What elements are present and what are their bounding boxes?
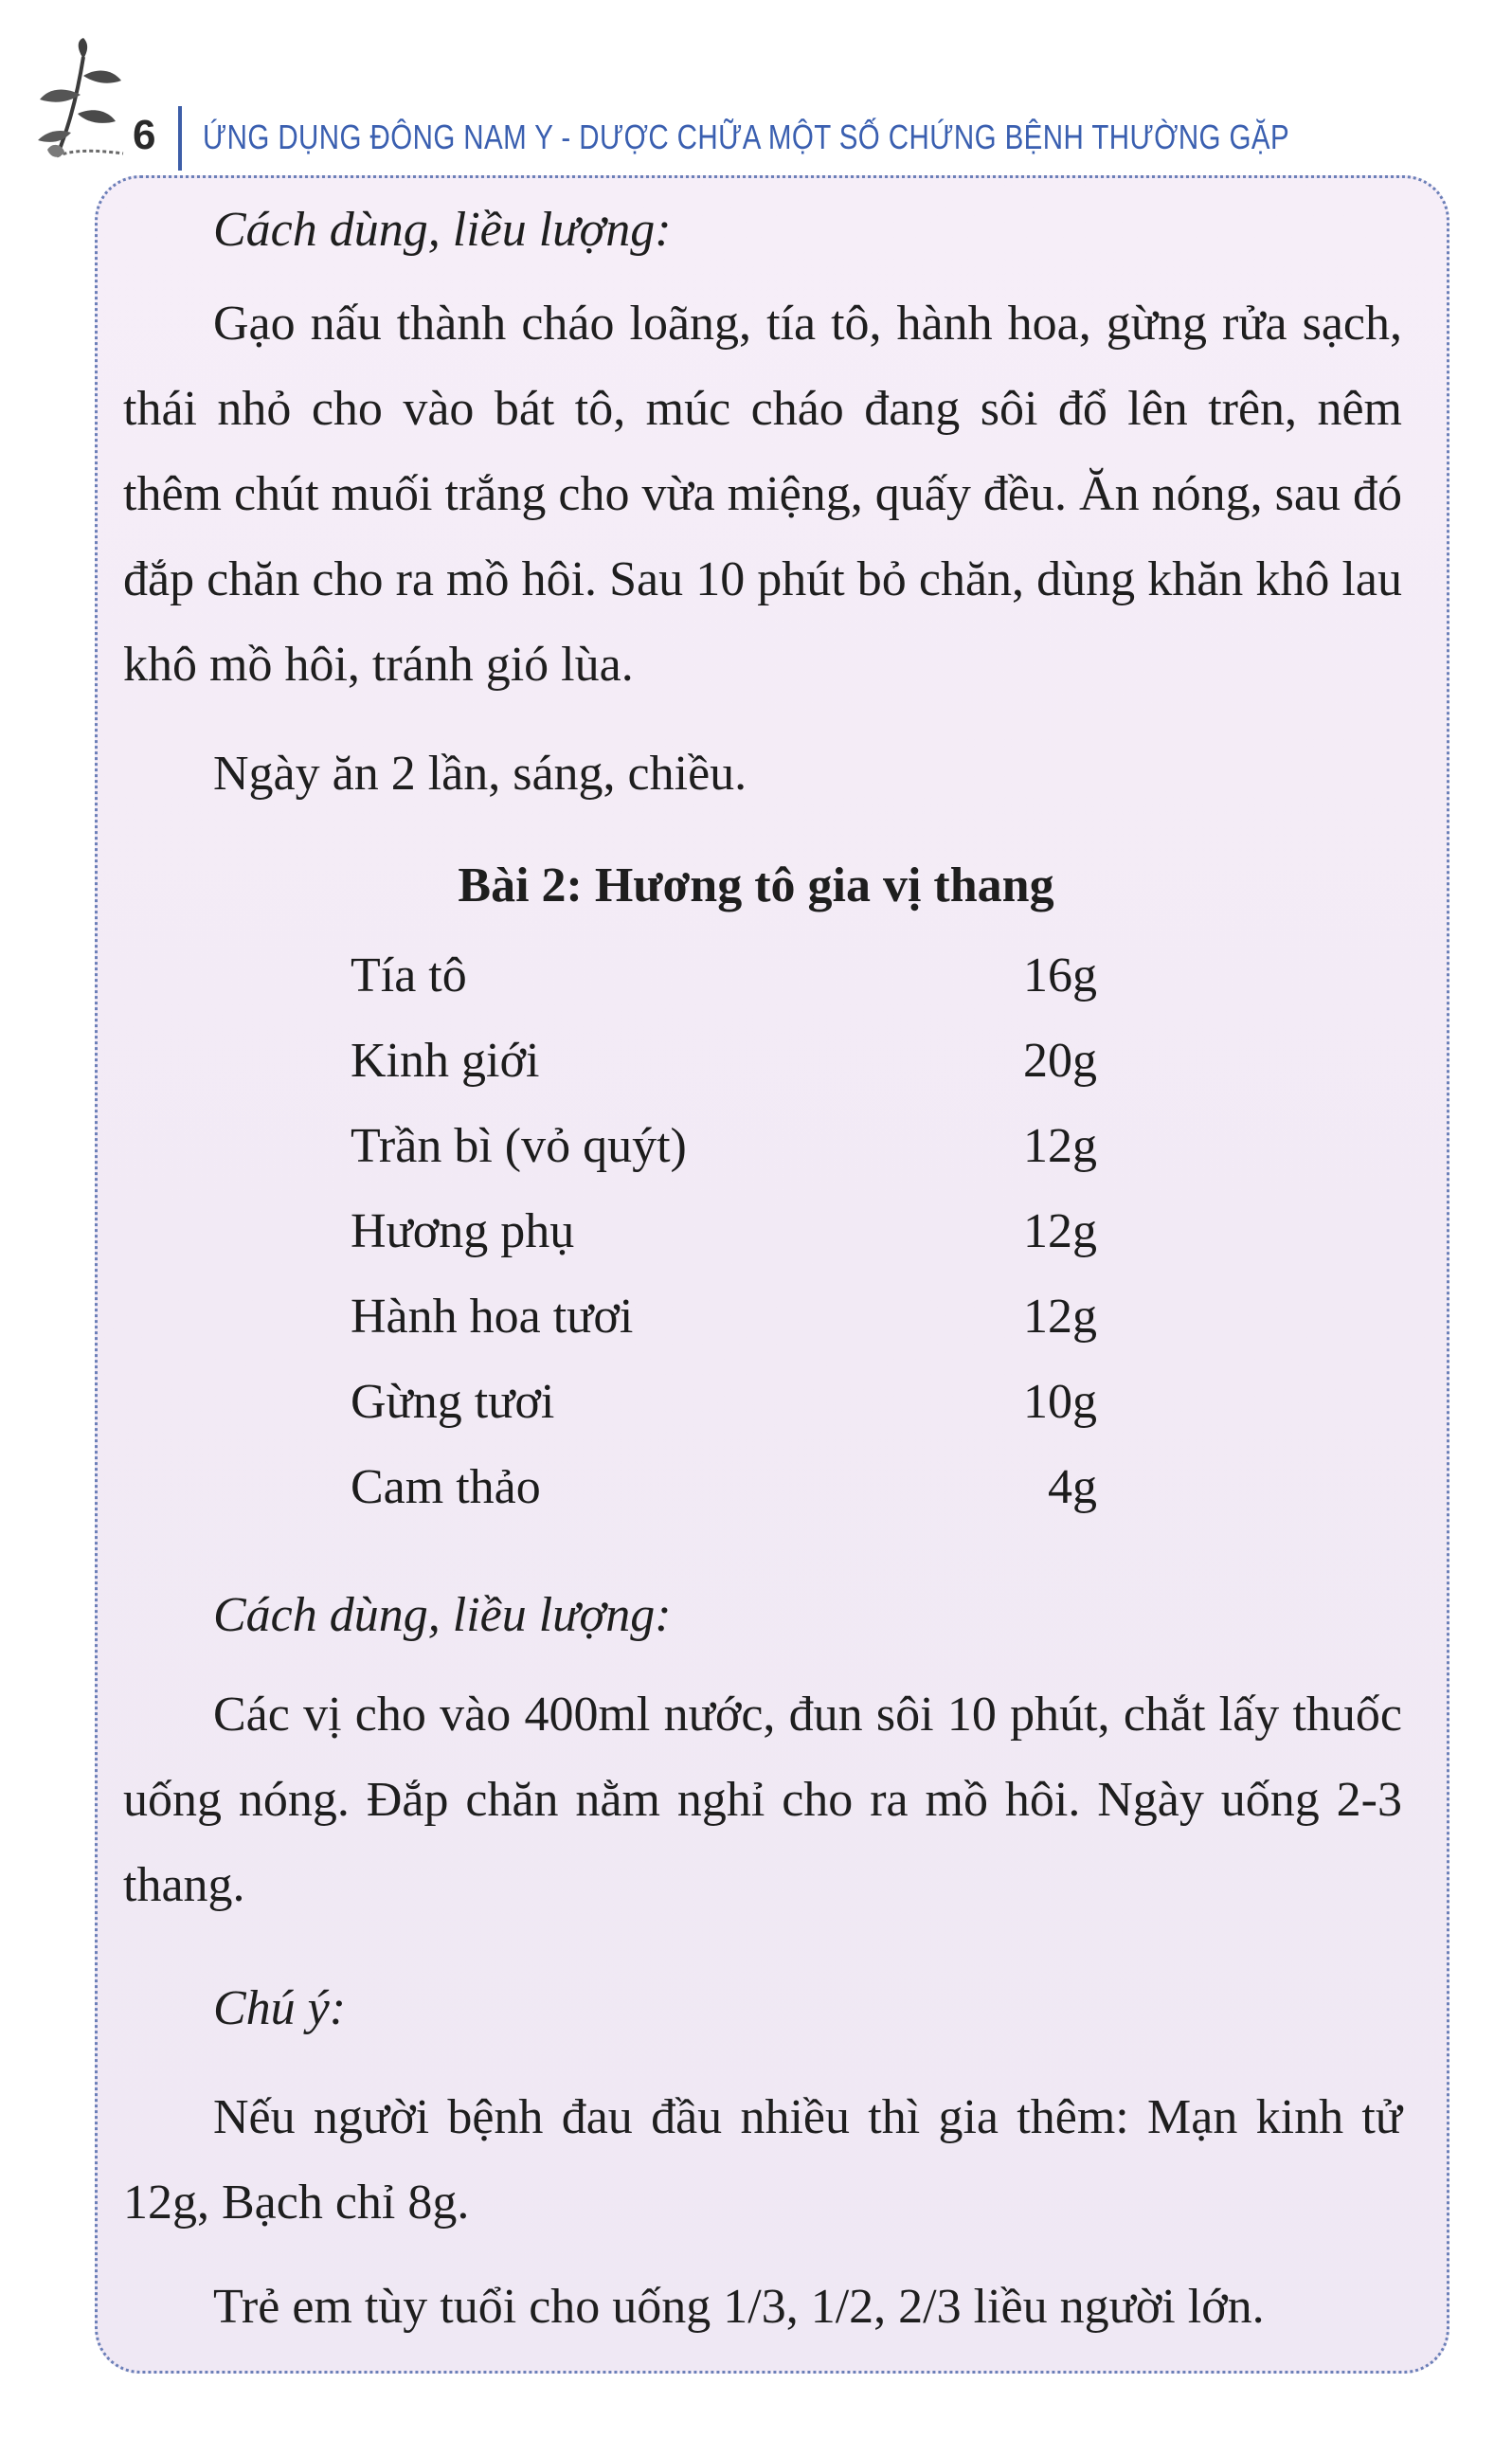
ingredient-name: Tía tô (351, 948, 467, 1002)
frequency-text: Ngày ăn 2 lần, sáng, chiều. (213, 747, 747, 801)
ingredient-name: Trần bì (vỏ quýt) (351, 1119, 687, 1173)
ingredient-amount: 20g (1023, 1034, 1097, 1088)
usage-paragraph-1: Gạo nấu thành cháo loãng, tía tô, hành hoa, gừng rửa sạch, thái nhỏ cho vào bát tô, múc cháo đang sôi đổ lên trên, nêm thêm chút muối trắng cho vừa miệng, quấy đều. Ăn nóng, sau đó đắp chăn cho ra mồ hôi. Sau 10 phút bỏ chăn, dùng khăn khô lau khô mồ hôi, tránh gió lùa. (123, 297, 1402, 692)
note-heading: Chú ý: (213, 1981, 347, 2035)
usage-heading-1: Cách dùng, liều lượng: (213, 203, 672, 257)
ingredient-name: Hành hoa tươi (351, 1290, 634, 1344)
note-paragraph: Nếu người bệnh đau đầu nhiều thì gia thêm: Mạn kinh tử 12g, Bạch chỉ 8g. (123, 2090, 1402, 2230)
ingredient-name: Hương phụ (351, 1204, 575, 1258)
page-header (28, 38, 1449, 180)
children-dosage-note: Trẻ em tùy tuổi cho uống 1/3, 1/2, 2/3 liều người lớn. (213, 2280, 1265, 2334)
ingredient-amount: 12g (1023, 1119, 1097, 1173)
ingredient-name: Kinh giới (351, 1034, 540, 1088)
ingredient-amount: 12g (1023, 1290, 1097, 1344)
ingredient-amount: 4g (1048, 1460, 1097, 1514)
recipe-title: Bài 2: Hương tô gia vị thang (458, 858, 1054, 912)
herb-plant-icon (28, 38, 133, 171)
ingredient-name: Cam thảo (351, 1460, 541, 1514)
ingredient-amount: 16g (1023, 948, 1097, 1002)
ingredient-amount: 12g (1023, 1204, 1097, 1258)
running-title: ỨNG DỤNG ĐÔNG NAM Y - DƯỢC CHỮA MỘT SỐ CHỨNG BỆNH THƯỜNG GẶP (203, 117, 1290, 156)
header-divider (178, 106, 182, 171)
ingredient-name: Gừng tươi (351, 1375, 555, 1429)
page-number: 6 (133, 112, 156, 158)
usage-paragraph-2: Các vị cho vào 400ml nước, đun sôi 10 phút, chắt lấy thuốc uống nóng. Đắp chăn nằm nghỉ cho ra mồ hôi. Ngày uống 2-3 thang. (123, 1688, 1402, 1912)
ingredient-amount: 10g (1023, 1375, 1097, 1429)
usage-heading-2: Cách dùng, liều lượng: (213, 1588, 672, 1642)
